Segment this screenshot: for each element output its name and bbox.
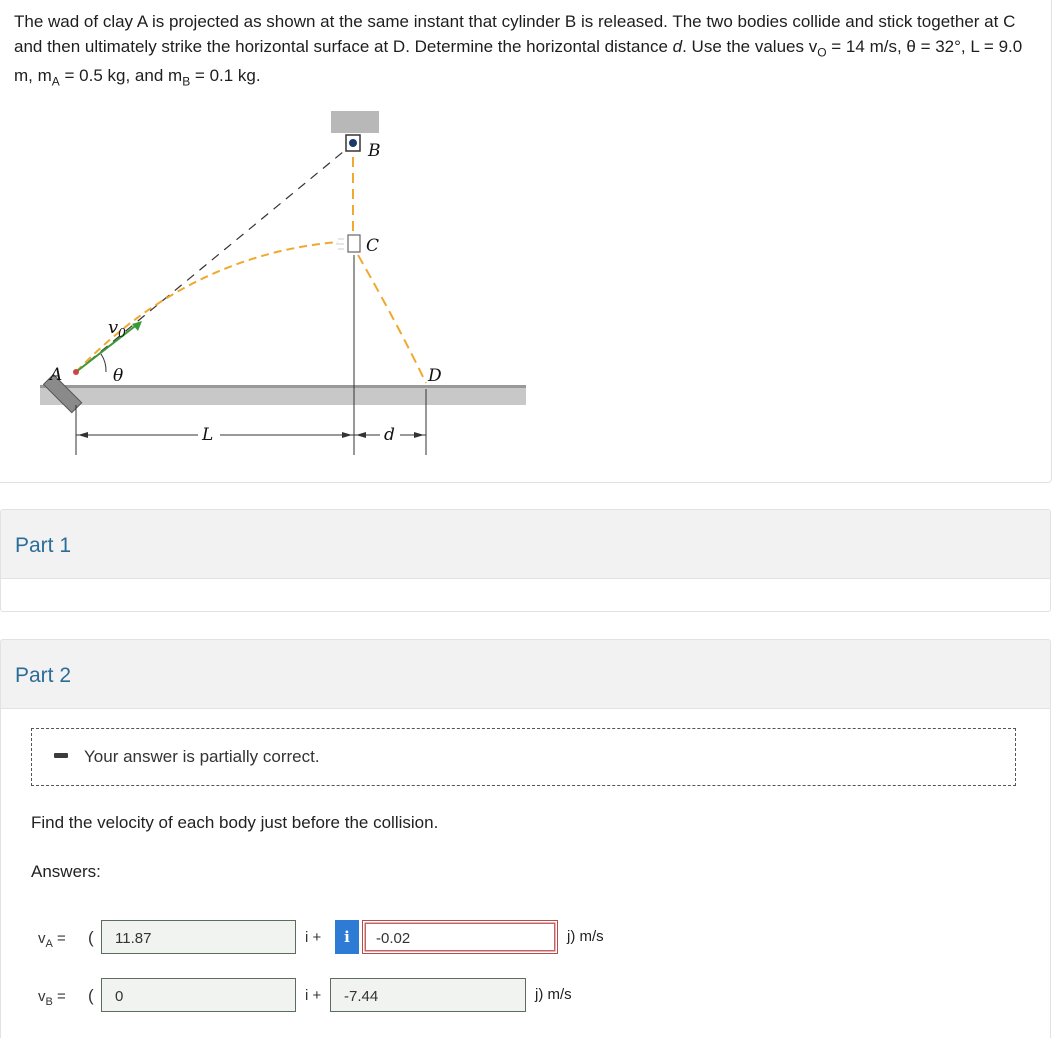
collision-c bbox=[348, 235, 360, 252]
part-2-header[interactable] bbox=[0, 639, 1051, 709]
va-i-input[interactable]: 11.87 bbox=[101, 920, 296, 954]
part-1-title: Part 1 bbox=[15, 534, 72, 557]
va-unit: j) m/s bbox=[567, 928, 604, 945]
label-v0: $v_0$ bbox=[108, 317, 126, 340]
va-j-input[interactable]: -0.02 bbox=[362, 920, 558, 954]
part-1-body bbox=[0, 578, 1051, 612]
label-theta: θ bbox=[113, 366, 124, 386]
vb-label: $v_B$ = bbox=[38, 988, 66, 1008]
trajectory-a-c bbox=[76, 242, 338, 372]
label-d-dim: d bbox=[384, 425, 395, 445]
label-l: L bbox=[202, 425, 214, 445]
angle-arc bbox=[101, 354, 106, 372]
label-c: C bbox=[366, 236, 380, 256]
va-label: $v_A$ = bbox=[38, 930, 66, 950]
va-i-plus: i + bbox=[305, 929, 322, 946]
projectile-diagram bbox=[28, 105, 538, 455]
vb-j-input[interactable]: -7.44 bbox=[330, 978, 526, 1012]
label-a: A bbox=[50, 365, 63, 385]
label-d: D bbox=[428, 366, 442, 386]
vb-open-paren: ( bbox=[88, 986, 94, 1005]
clay-a bbox=[73, 369, 79, 375]
label-b: B bbox=[368, 141, 381, 161]
vb-unit: j) m/s bbox=[535, 986, 572, 1003]
vb-i-plus: i + bbox=[305, 987, 322, 1004]
feedback-text: Your answer is partially correct. bbox=[84, 747, 320, 766]
va-open-paren: ( bbox=[88, 928, 94, 947]
ceiling-block bbox=[331, 111, 379, 133]
problem-statement: The wad of clay A is projected as shown at the same instant that cylinder B is released. The two bodies collide and stick together at C and then ultimately strike the horizontal surface at D. Determine the horizontal distance d. Use the values $v_O = 14$ m/s, θ = 32°, L = 9.0 m, $m_A = 0.5$ kg, and $m_B = 0.1$ kg. bbox=[14, 12, 1023, 89]
info-icon[interactable]: i bbox=[335, 920, 359, 954]
vb-i-input[interactable]: 0 bbox=[101, 978, 296, 1012]
part-1-header[interactable] bbox=[0, 509, 1051, 579]
trajectory-c-d bbox=[358, 255, 426, 383]
line-of-sight bbox=[76, 147, 349, 372]
feedback-box bbox=[31, 728, 1016, 786]
question-text: Find the velocity of each body just before the collision. bbox=[31, 813, 439, 832]
part-2-title: Part 2 bbox=[15, 664, 72, 687]
partial-correct-icon bbox=[54, 753, 68, 758]
answers-label: Answers: bbox=[31, 862, 101, 881]
